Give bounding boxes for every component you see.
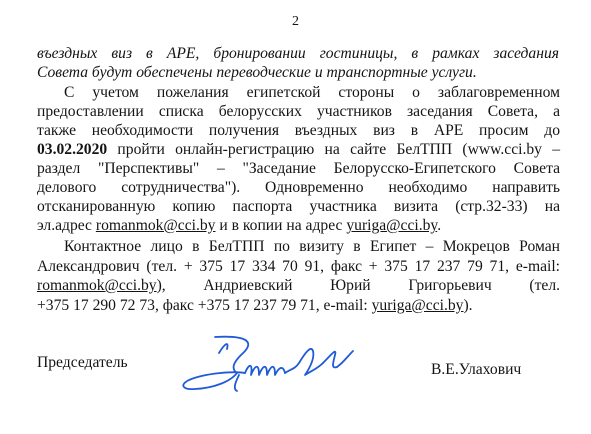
text-line-3: С учетом пожелания египетской стороны о заблаговременном xyxy=(64,84,560,101)
text-line-10: эл.адрес romanmok@cci.by и в копии на адрес yuriga@cci.by. xyxy=(37,217,442,234)
text-line-13: romanmok@cci.by), Андриевский Юрий Григорьевич (тел. xyxy=(37,277,560,294)
contact-email-romanmok[interactable]: romanmok@cci.by xyxy=(37,277,157,294)
page-number: 2 xyxy=(292,14,299,29)
text-line-6: 03.02.2020 пройти онлайн-регистрацию на сайте БелТПП (www.cci.by – xyxy=(37,141,560,158)
text-line-9: отсканированную копию паспорта участника визита (стр.32-33) на xyxy=(37,198,560,215)
contact-email-yuriga[interactable]: yuriga@cci.by xyxy=(371,297,464,314)
text-line-14: +375 17 290 72 73, факс +375 17 237 79 71, e-mail: yuriga@cci.by). xyxy=(37,297,473,314)
email-link-romanmok[interactable]: romanmok@cci.by xyxy=(95,217,216,234)
deadline-date: 03.02.2020 xyxy=(37,141,108,158)
text-line-2: Совета будут обеспечены переводческие и транспортные услуги. xyxy=(37,64,477,81)
text-line-4: предоставлении списка белорусских участников заседания Совета, а xyxy=(37,103,560,120)
text-line-11: Контактное лицо в БелТПП по визиту в Египет – Мокрецов Роман xyxy=(64,238,560,255)
text-line-12: Александрович (тел. + 375 17 334 70 91, факс + 375 17 237 79 71, e-mail: xyxy=(37,258,560,275)
text-line-5: также необходимости получения въездных виз в АРЕ просим до xyxy=(37,122,560,139)
email-link-yuriga[interactable]: yuriga@cci.by xyxy=(346,217,438,234)
text-line-8: делового сотрудничества"). Одновременно необходимо направить xyxy=(37,179,560,196)
signatory-name: В.Е.Улахович xyxy=(431,361,522,378)
handwritten-signature xyxy=(175,333,360,398)
signatory-position: Председатель xyxy=(37,354,128,371)
text-line-7: раздел "Перспективы" – "Заседание Белорусско-Египетского Совета xyxy=(37,160,560,177)
text-line-1: въездных виз в АРЕ, бронировании гостиницы, в рамках заседания xyxy=(37,45,559,62)
